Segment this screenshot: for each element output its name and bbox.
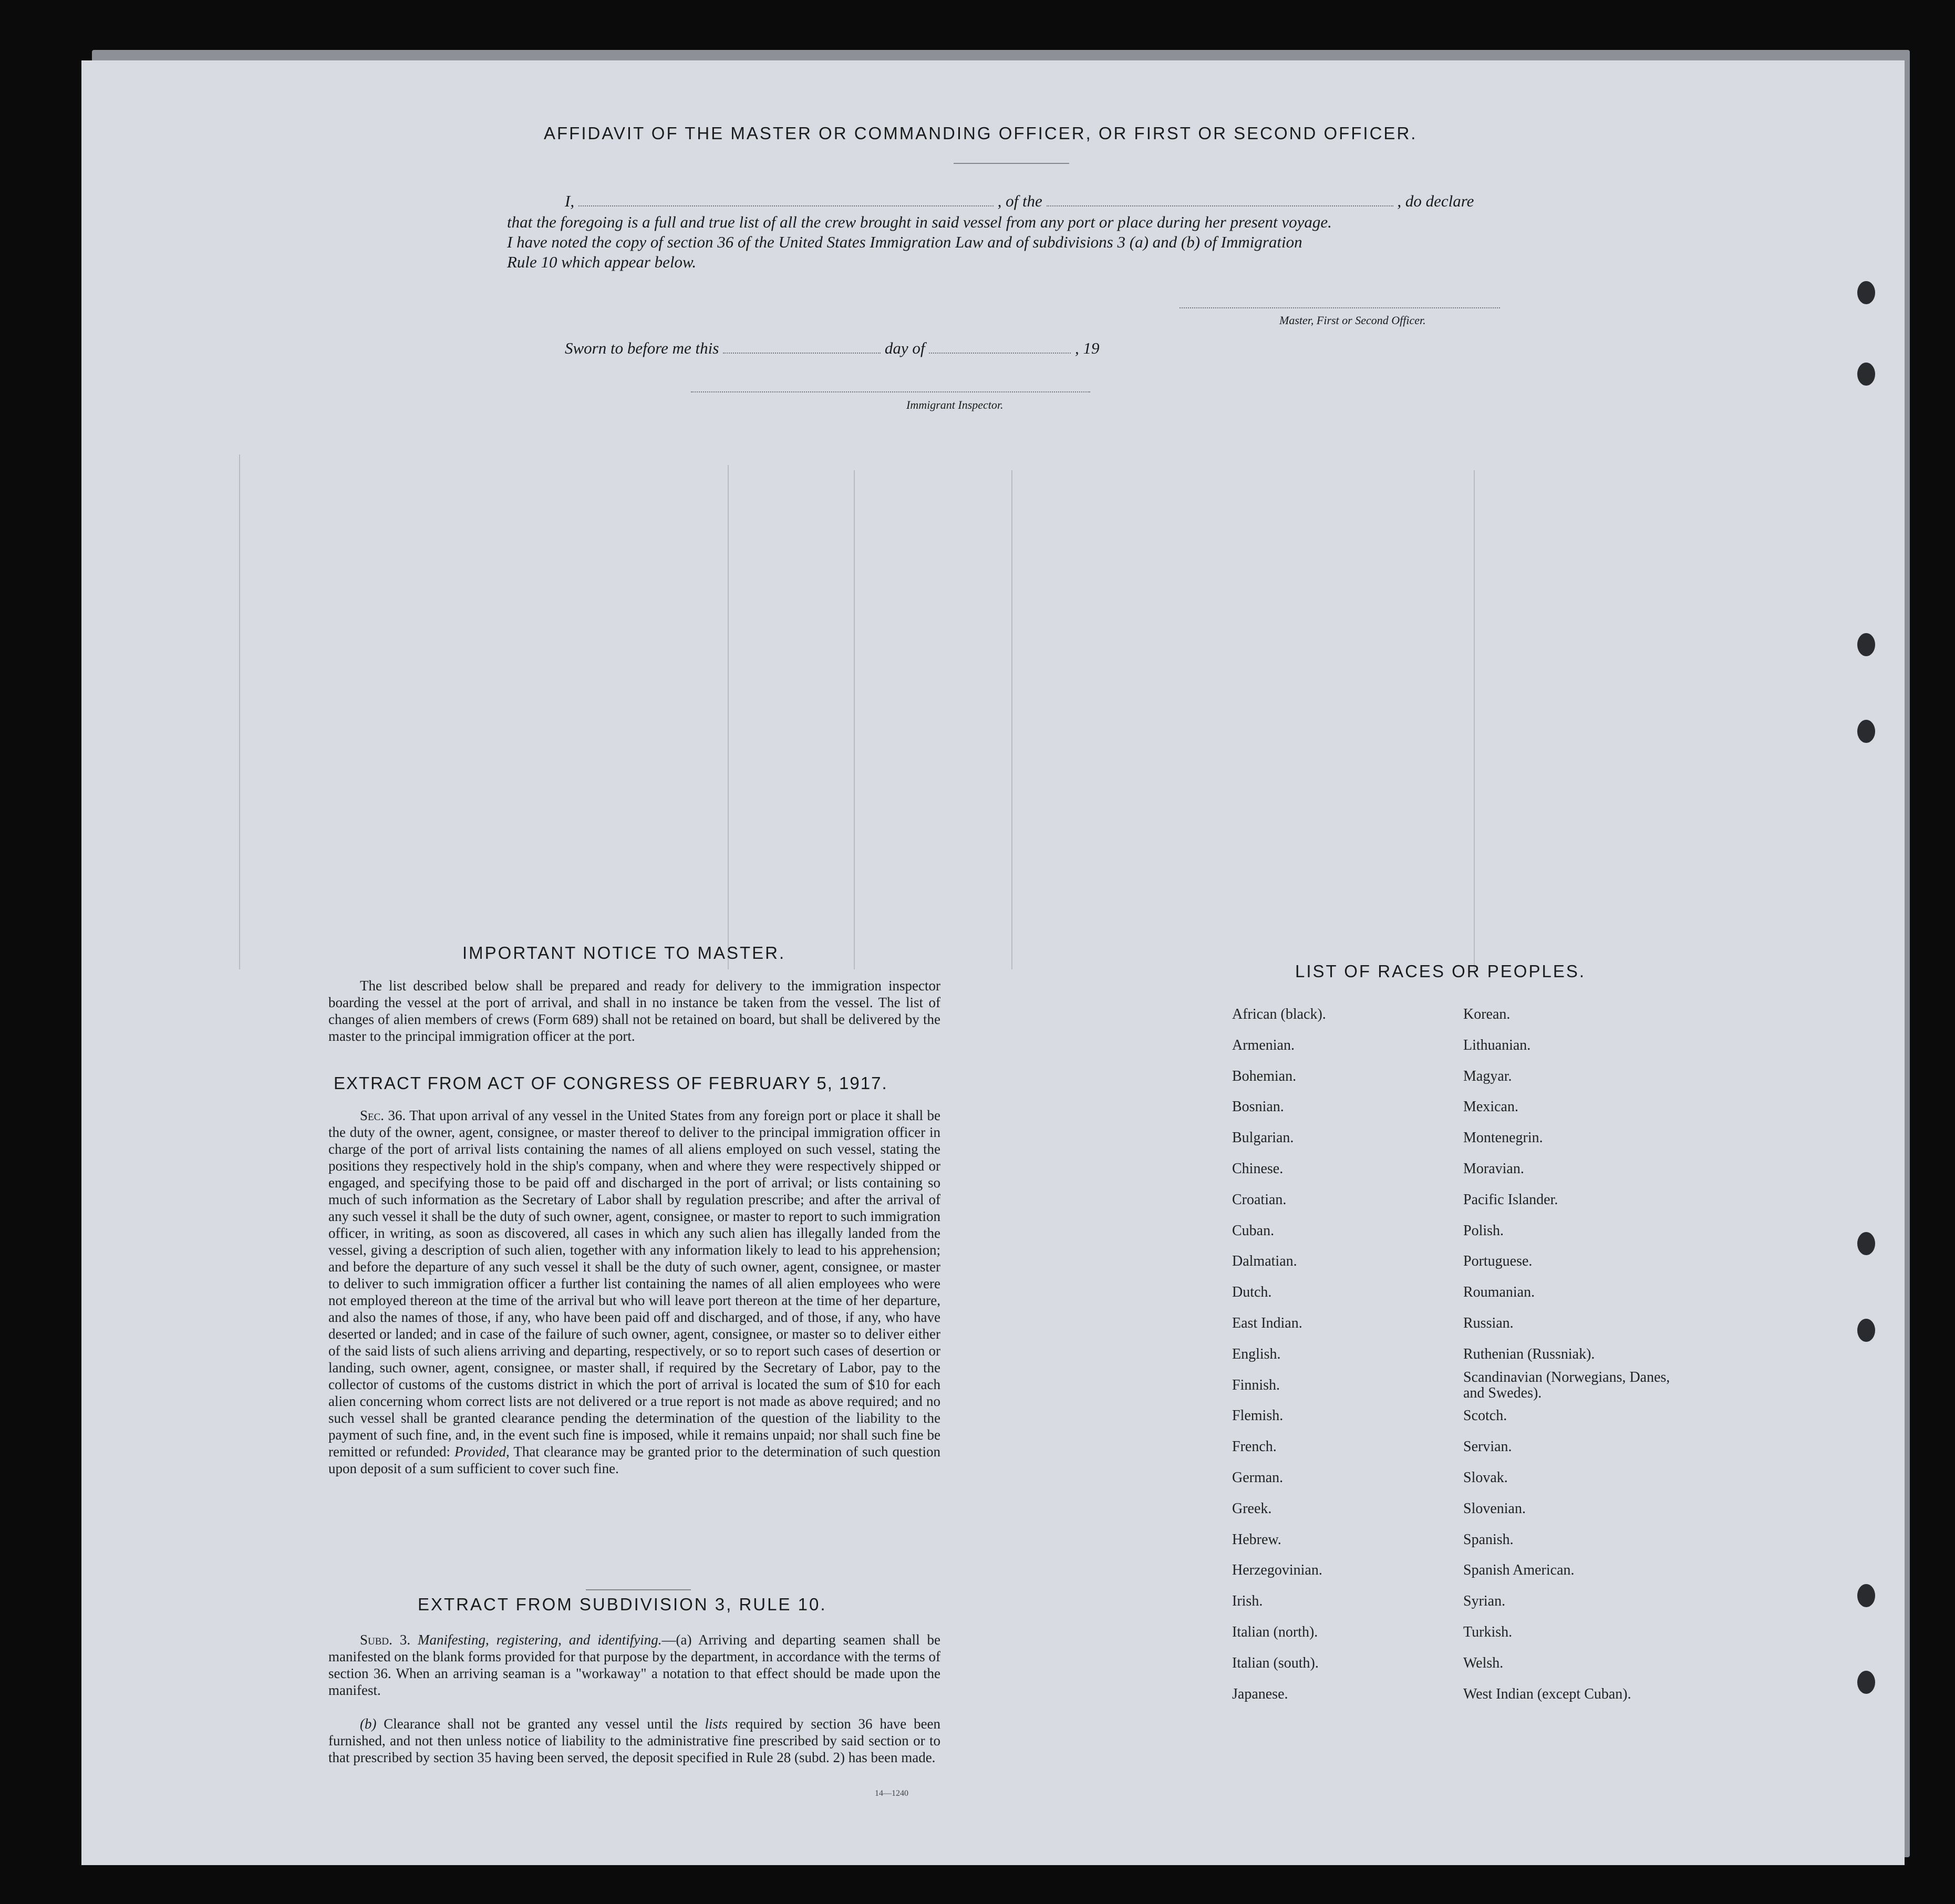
master-name-field[interactable] — [578, 205, 994, 206]
race-item: English. — [1232, 1346, 1281, 1362]
act-extract-title: EXTRACT FROM ACT OF CONGRESS OF FEBRUARY 5, 1917. — [334, 1073, 888, 1093]
punch-hole — [1857, 1584, 1875, 1607]
punch-hole — [1857, 1232, 1875, 1255]
race-item: Cuban. — [1232, 1222, 1275, 1239]
race-item: Spanish American. — [1463, 1562, 1575, 1579]
race-item: Montenegrin. — [1463, 1130, 1543, 1146]
race-item: Pacific Islander. — [1463, 1191, 1558, 1208]
para-b-text-2: required by section 36 have been furnished, and not then unless notice of liability to the administrative fine prescribed by said section or to that prescribed by section 35 having been served, the deposit specified in Rule 28 (subd. 2) has been made. — [328, 1716, 941, 1765]
race-item: Herzegovinian. — [1232, 1562, 1322, 1579]
race-item: Irish. — [1232, 1593, 1263, 1610]
race-item: Croatian. — [1232, 1191, 1287, 1208]
race-item: Italian (north). — [1232, 1624, 1318, 1640]
sworn-label: Sworn to before me this — [565, 339, 719, 357]
race-item: Bulgarian. — [1232, 1130, 1294, 1146]
race-item: Polish. — [1463, 1222, 1504, 1239]
para-b-text-1: Clearance shall not be granted any vessel until the — [384, 1716, 698, 1732]
race-item: Servian. — [1463, 1439, 1512, 1455]
race-item: Russian. — [1463, 1315, 1514, 1331]
race-item: Slovenian. — [1463, 1500, 1526, 1517]
punch-hole — [1857, 1319, 1875, 1342]
rule-extract-title: EXTRACT FROM SUBDIVISION 3, RULE 10. — [418, 1595, 827, 1614]
race-item: Portuguese. — [1463, 1253, 1533, 1270]
sworn-line — [565, 339, 1099, 358]
race-item: Bosnian. — [1232, 1099, 1284, 1115]
affidavit-i-label: I, — [565, 192, 575, 210]
race-item: Scandinavian (Norwegians, Danes, and Swedes). — [1463, 1369, 1670, 1401]
sec-label: Sec. 36. — [360, 1108, 406, 1123]
affidavit-declare-label: , do declare — [1397, 192, 1474, 210]
affidavit-line-1 — [565, 192, 1474, 211]
race-item: Dalmatian. — [1232, 1253, 1297, 1270]
affidavit-title: AFFIDAVIT OF THE MASTER OR COMMANDING OFFICER, OR FIRST OR SECOND OFFICER. — [544, 123, 1418, 143]
race-item: Syrian. — [1463, 1593, 1506, 1610]
race-item: Chinese. — [1232, 1161, 1284, 1177]
race-item: Greek. — [1232, 1500, 1272, 1517]
rule-extract-para-b — [328, 1715, 940, 1766]
provided-label: Provided, — [454, 1444, 510, 1460]
race-item: African (black). — [1232, 1006, 1326, 1022]
race-item: Welsh. — [1463, 1654, 1504, 1671]
race-item: Moravian. — [1463, 1161, 1524, 1177]
race-item: Japanese. — [1232, 1685, 1288, 1702]
race-item: Korean. — [1463, 1006, 1511, 1022]
punch-hole — [1857, 281, 1875, 304]
race-item: Turkish. — [1463, 1624, 1513, 1640]
race-item: Scotch. — [1463, 1408, 1507, 1424]
para-b-label: (b) — [360, 1716, 377, 1732]
race-item: Finnish. — [1232, 1377, 1280, 1393]
subd-label: Subd. 3. — [360, 1632, 411, 1648]
sworn-day-field[interactable] — [723, 353, 881, 354]
notice-title: IMPORTANT NOTICE TO MASTER. — [462, 943, 786, 963]
race-item: Bohemian. — [1232, 1068, 1297, 1084]
punch-hole — [1857, 363, 1875, 386]
inspector-signature-line[interactable] — [691, 391, 1090, 392]
notice-text: The list described below shall be prepared and ready for delivery to the immigration inspector boarding the vessel at the port of arrival, and shall in no instance be taken from the vessel. The list of changes of alien members of crews (Form 689) shall not be retained on board, but shall be delivered by the master to the principal immigration officer at the port. — [328, 978, 940, 1044]
form-number: 14—1240 — [875, 1789, 908, 1798]
sec-36-text: That upon arrival of any vessel in the United States from any foreign port or place it shall be the duty of the owner, agent, consignee, or master thereof to deliver to the principal immigration officer in charge of the port of arrival lists containing the names of all aliens employed on such vessel, stating the positions they respectively hold in the ship's company, when and where they were respectively shipped or engaged, and specifying those to be paid off and discharged in the port of arrival; or lists containing so much of such information as the Secretary of Labor shall by regulation prescribe; and after the arrival of any such vessel it shall be the duty of such owner, agent, consignee, or master to report to such immigration officer, in writing, as soon as discovered, all cases in which any such alien has illegally landed from the vessel, giving a description of such alien, together with any information likely to lead to his apprehension; and before the departure of any such vessel it shall be the duty of such owner, agent, consignee, or master to deliver to such immigration officer a further list containing the names of all alien employees who were not employed thereon at the time of the arrival but who will leave port thereon at the time of her departure, and also the names of those, if any, who have been paid off and discharged, and of those, if any, who have deserted or landed; and in case of the failure of such owner, agent, consignee, or master so to deliver either of the said lists of such aliens arriving and departing, respectively, or so to report such cases of desertion or landing, such owner, agent, consignee, or master shall, if required by the Secretary of Labor, pay to the collector of customs of the customs district in which the port of arrival is located the sum of $10 for each alien concerning whom correct lists are not delivered or a true report is not made as above required; and no such vessel shall be granted clearance pending the determination of the question of the liability to the payment of such fine, and, in the event such fine is imposed, while it remains unpaid; nor shall such fine be remitted or refunded: — [328, 1108, 940, 1460]
rule-extract-para-a — [328, 1631, 940, 1699]
race-item: Dutch. — [1232, 1284, 1272, 1301]
day-of-label: day of — [884, 339, 925, 357]
race-item: Lithuanian. — [1463, 1037, 1531, 1053]
race-item: Roumanian. — [1463, 1284, 1535, 1301]
race-item: West Indian (except Cuban). — [1463, 1685, 1631, 1702]
race-item: Ruthenian (Russniak). — [1463, 1346, 1595, 1362]
punch-hole — [1857, 720, 1875, 743]
race-item: Italian (south). — [1232, 1654, 1319, 1671]
affidavit-line-2: that the foregoing is a full and true list of all the crew brought in said vessel from any port or place during her present voyage. — [507, 213, 1332, 231]
races-title: LIST OF RACES OR PEOPLES. — [1295, 961, 1586, 981]
race-item: Mexican. — [1463, 1099, 1518, 1115]
race-item: Hebrew. — [1232, 1531, 1281, 1548]
inspector-caption: Immigrant Inspector. — [906, 398, 1004, 411]
affidavit-line-3: I have noted the copy of section 36 of the United States Immigration Law and of subdivisions 3 (a) and (b) of Immigration — [507, 233, 1302, 251]
para-b-lists: lists — [705, 1716, 728, 1732]
act-extract-text — [328, 1107, 940, 1477]
year-label: , 19 — [1074, 339, 1100, 357]
sworn-month-field[interactable] — [929, 353, 1071, 354]
punch-hole — [1857, 633, 1875, 656]
subd-para-a: —(a) Arriving and departing seamen shall be manifested on the blank forms provided for that purpose by the department, in accordance with the terms of section 36. When an arriving seaman is a "workaway" a notation to that effect should be made upon the manifest. — [328, 1632, 940, 1698]
race-item: Armenian. — [1232, 1037, 1295, 1053]
signature-line[interactable] — [1180, 307, 1500, 308]
affidavit-of-the-label: , of the — [997, 192, 1042, 210]
signature-caption: Master, First or Second Officer. — [1279, 314, 1426, 327]
race-item: Slovak. — [1463, 1470, 1508, 1486]
race-item: East Indian. — [1232, 1315, 1302, 1331]
document-page — [81, 60, 1905, 1865]
race-item: German. — [1232, 1470, 1284, 1486]
subd-heading: Manifesting, registering, and identifying. — [418, 1632, 662, 1648]
race-item: Flemish. — [1232, 1408, 1284, 1424]
punch-hole — [1857, 1671, 1875, 1694]
sec-36-text-end: That clearance may be granted prior to the determination of such question upon deposit of a sum sufficient to cover such fine. — [328, 1444, 940, 1476]
affidavit-line-4: Rule 10 which appear below. — [507, 253, 697, 271]
vessel-name-field[interactable] — [1047, 205, 1393, 206]
race-item: French. — [1232, 1439, 1277, 1455]
race-item: Spanish. — [1463, 1531, 1514, 1548]
race-item: Magyar. — [1463, 1068, 1512, 1084]
